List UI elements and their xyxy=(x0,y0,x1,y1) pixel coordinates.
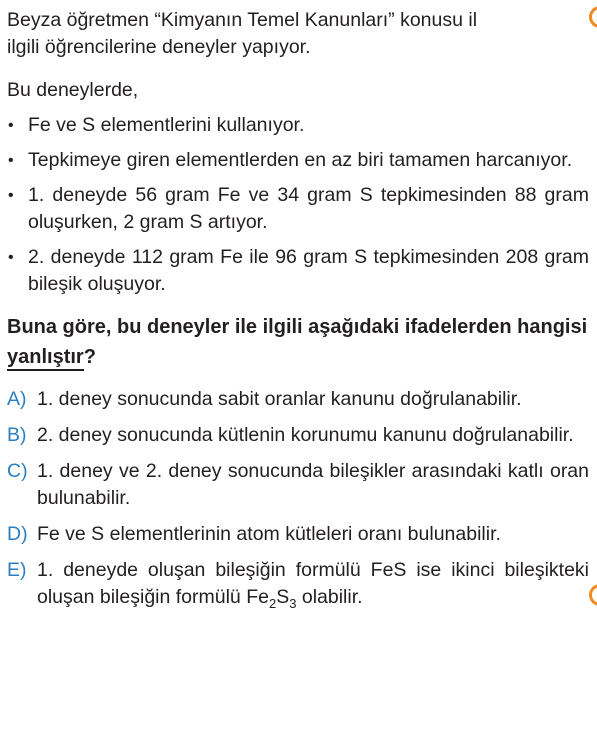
option-letter: B) xyxy=(7,424,27,446)
option-text: Fe ve S elementlerinin atom kütleleri oranı bulunabilir. xyxy=(37,523,501,545)
option-text-after: olabilir. xyxy=(296,586,363,608)
question-prefix: Buna göre, bu deneyler ile ilgili aşağıdaki ifadelerden hangisi xyxy=(7,316,588,338)
option-text-mid: S xyxy=(276,586,290,608)
bullet-icon: • xyxy=(8,249,14,266)
bullet-text: 2. deneyde 112 gram Fe ile 96 gram S tepkimesinden 208 gram bileşik oluşuyor. xyxy=(28,246,589,295)
page-edge-tab-icon xyxy=(589,6,597,28)
page-edge-tab-icon xyxy=(589,584,597,606)
subscript-2: 2 xyxy=(268,595,277,611)
answer-options xyxy=(7,386,589,611)
option-letter: A) xyxy=(7,388,27,410)
answer-option-b[interactable] xyxy=(7,422,589,449)
bullet-item xyxy=(7,112,589,139)
option-text: 1. deney ve 2. deney sonucunda bileşikler arasındaki katlı oran bulunabilir. xyxy=(37,460,589,509)
intro-line-2: ilgili öğrencilerine deneyler yapıyor. xyxy=(7,36,311,58)
option-letter: C) xyxy=(7,460,28,482)
lead-text: Bu deneylerde, xyxy=(7,79,139,101)
option-text-before: 1. deneyde oluşan bileşiğin formülü FeS ise ikinci bileşikteki oluşan bileşiğin formülü Fe xyxy=(37,559,589,608)
bullet-text: 1. deneyde 56 gram Fe ve 34 gram S tepkimesinden 88 gram oluşurken, 2 gram S artıyor. xyxy=(28,184,589,233)
question-stem xyxy=(7,312,589,372)
question-underlined-word: yanlıştır xyxy=(7,345,84,371)
intro-paragraph xyxy=(7,7,589,61)
bullet-text: Tepkimeye giren elementlerden en az biri tamamen harcanıyor. xyxy=(28,149,573,171)
option-letter: D) xyxy=(7,523,28,545)
option-text xyxy=(37,559,589,611)
option-text: 2. deney sonucunda kütlenin korunumu kanunu doğrulanabilir. xyxy=(37,424,574,446)
bullet-item xyxy=(7,182,589,236)
question-suffix: ? xyxy=(83,346,96,368)
answer-option-d[interactable] xyxy=(7,521,589,548)
question-page xyxy=(7,7,589,620)
bullet-text: Fe ve S elementlerini kullanıyor. xyxy=(28,114,305,136)
bullet-item xyxy=(7,147,589,174)
bullet-icon: • xyxy=(8,152,14,169)
option-text: 1. deney sonucunda sabit oranlar kanunu doğrulanabilir. xyxy=(37,388,522,410)
answer-option-e[interactable] xyxy=(7,557,589,611)
bullet-item xyxy=(7,244,589,298)
experiment-bullets xyxy=(7,112,589,298)
bullet-icon: • xyxy=(8,117,14,134)
intro-line-1: Beyza öğretmen “Kimyanın Temel Kanunları” konusu il xyxy=(7,9,478,31)
option-letter: E) xyxy=(7,559,27,581)
subscript-3: 3 xyxy=(289,595,297,611)
bullet-icon: • xyxy=(8,187,14,204)
answer-option-a[interactable] xyxy=(7,386,589,413)
answer-option-c[interactable] xyxy=(7,458,589,512)
